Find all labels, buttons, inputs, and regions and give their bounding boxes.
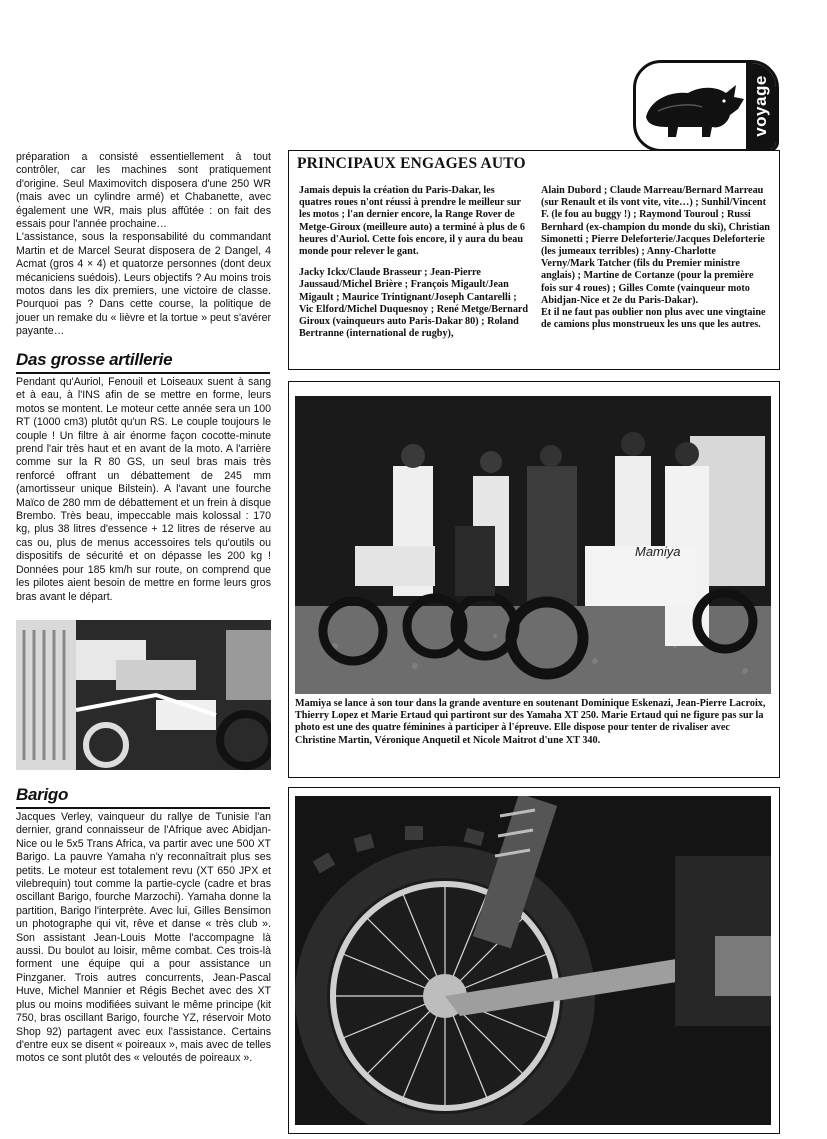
artillerie-paragraph: Pendant qu'Auriol, Fenouil et Loiseaux suent à sang et à eau, à l'INS afin de se mettre en forme, leurs motos se montent. Le moteur cette année sera un 100 RT (1000 cm3) plutôt qu'un RS. Le couple toujours le couple ! Un filtre à air énorme façon cocotte-minute prend l'air très haut et en avant de la moto. A l'arrière comme sur la R 80 GS, un seul bras mais très renforcé offrant un débattement de 245 mm (amortisseur unique Bilstein). A l'avant une fourche Maïco de 280 mm de débattement et un frein à disque Brembo. Très beau, impeccable mais kolossal : 170 kg, plus 38 litres d'essence + 12 litres de réserve au cas ou, plus de menus accessoires tels qu'outils ou dispositifs de sécurité et on dépasse les 200 kg ! Données pour 185 km/h sur route, on comprend que les pilotes aient besoin de mettre en forme leurs gros bras avant le départ. [16,376,271,603]
intro-paragraph-2: L'assistance, sous la responsabilité du commandant Martin et de Marcel Seurat disposera de 2 Dangel, 4 Acmat (gros 4 × 4) et quatorze personnes (dont deux mécaniciens suédois). Leurs objectifs ? Au moins trois motos dans les dix premiers, une victoire de classe. Pourquoi pas ? Dans cette course, la politique de jouer un remake du « lièvre et la tortue » peut s'avérer payante… [16,231,271,338]
barigo-text-block [16,811,271,1066]
group-photo-caption: Mamiya se lance à son tour dans la grande aventure en soutenant Dominique Eskenazi, Jean-Pierre Lacroix, Thierry Lopez et Marie Ertaud qui partiront sur des Yamaha XT 250. Marie Ertaud qui ne figure pas sur la photo est une des quatre féminines à participer à l'épreuve. Elle dispose pour tenter de rivaliser avec Christine Martin, Véronique Anquetil et Nicole Maitrot d'une XT 340. [295,698,766,746]
voyage-label: voyage [751,75,770,137]
engine-photo [16,620,271,770]
barigo-paragraph: Jacques Verley, vainqueur du rallye de Tunisie l'an dernier, grand connaisseur de l'Afrique avec Abidjan-Nice ou le 5x5 Trans Africa, va partir avec une 500 XT Barigo. La pauvre Yamaha n'y reconnaîtrait plus ses petits. Le moteur est totalement revu (XT 650 JPX et vilebrequin) tout comme la partie-cycle (cadre et bras oscillant Barigo, fourche Marzochi). Yamaha donne la partition, Barigo l'interprète. Avec lui, Gilles Bensimon un photographe qui vit, rêve et danse « très club ». Son assistant Jean-Louis Motte l'accompagne là aussi. Du boulot au loisir, même combat. Ces trois-là forment une équipe qui a pour assistance un Pinzganer. Trois autres concurrents, Jean-Pascal Huve, Michel Mannier et Régis Bechet avec des XT plus ou moins modifiées suivant le même principe (kit 750, bras oscillant Barigo, fourche YZ, réservoir Moto Shop 92) partagent avec eux l'assistance. Certains d'entre eux se disent « poireaux », mais avec de telles motos ce sont plutôt des « veloutés de poireaux ». [16,811,271,1065]
engine-photo-image [16,620,271,770]
wheel-photo-image [295,796,771,1125]
mamiya-lettering: Mamiya [635,544,681,559]
group-photo-frame [288,381,780,778]
engages-auto-title: PRINCIPAUX ENGAGES AUTO [297,155,526,172]
group-photo-caption-wrap [295,698,773,747]
artillerie-text-block [16,376,271,604]
engages-list-1: Jacky Ickx/Claude Brasseur ; Jean-Pierre Jaussaud/Michel Brière ; François Migault/Jean Migault ; Maurice Trintignant/Joseph Cantarelli ; Vic Elford/Michel Duquesnoy ; René Metge/Bernard Giroux (vainqueurs auto Paris-Dakar 80) ; Roland Bertranne (international de rugby), [299,267,529,340]
engages-intro: Jamais depuis la création du Paris-Dakar, les quatres roues n'ont réussi à prendre le meilleur sur les motos ; l'an dernier encore, la Range Rover de Metge-Giroux (meilleure auto) a terminé à plus de 6 heures d'Auriol. Cette fois encore, il y aura du beau monde pour relever le gant. [299,185,525,258]
section-heading-artillerie: Das grosse artillerie [16,349,270,374]
voyage-tab [746,63,776,149]
left-intro [16,151,271,339]
wheel-photo [295,796,771,1125]
group-photo-image [295,396,771,694]
engages-camions: Et il ne faut pas oublier non plus avec une vingtaine de camions plus monstrueux les uns que les autres. [541,307,766,331]
engages-column-2 [541,185,771,331]
intro-paragraph-1: préparation a consisté essentiellement à tout contrôler, car les machines sont pratiquement d'origine. Seul Maximovitch disposera d'une 250 WR (mais avec un cylindre armé) et Chabanette, avec également une WR, mais plus affûtée : on fait des essais pour l'année prochaine… [16,151,271,231]
engages-column-1 [299,185,529,340]
voyage-badge [633,60,779,152]
section-heading-barigo: Barigo [16,784,270,809]
rhinoceros-illustration [640,71,748,143]
wheel-photo-frame [288,787,780,1134]
engages-auto-box [288,150,780,370]
group-photo [295,396,771,694]
engages-list-2: Alain Dubord ; Claude Marreau/Bernard Marreau (sur Renault et ils vont vite, vite…) ; Sunhil/Vincent F. (le fou au buggy !) ; Raymond Touroul ; Russi Bernhard (ex-champion du monde du ski), Christian Simonetti ; Pierre Deleforterie/Jacques Deleforterie (les jumeaux terribles) ; Anny-Charlotte Verny/Mark Tatcher (fils du Premier ministre anglais) ; Martine de Cortanze (pour la première fois sur 4 roues) ; Gilles Comte (vainqueur moto Abidjan-Nice et 2e du Paris-Dakar). [541,185,770,306]
